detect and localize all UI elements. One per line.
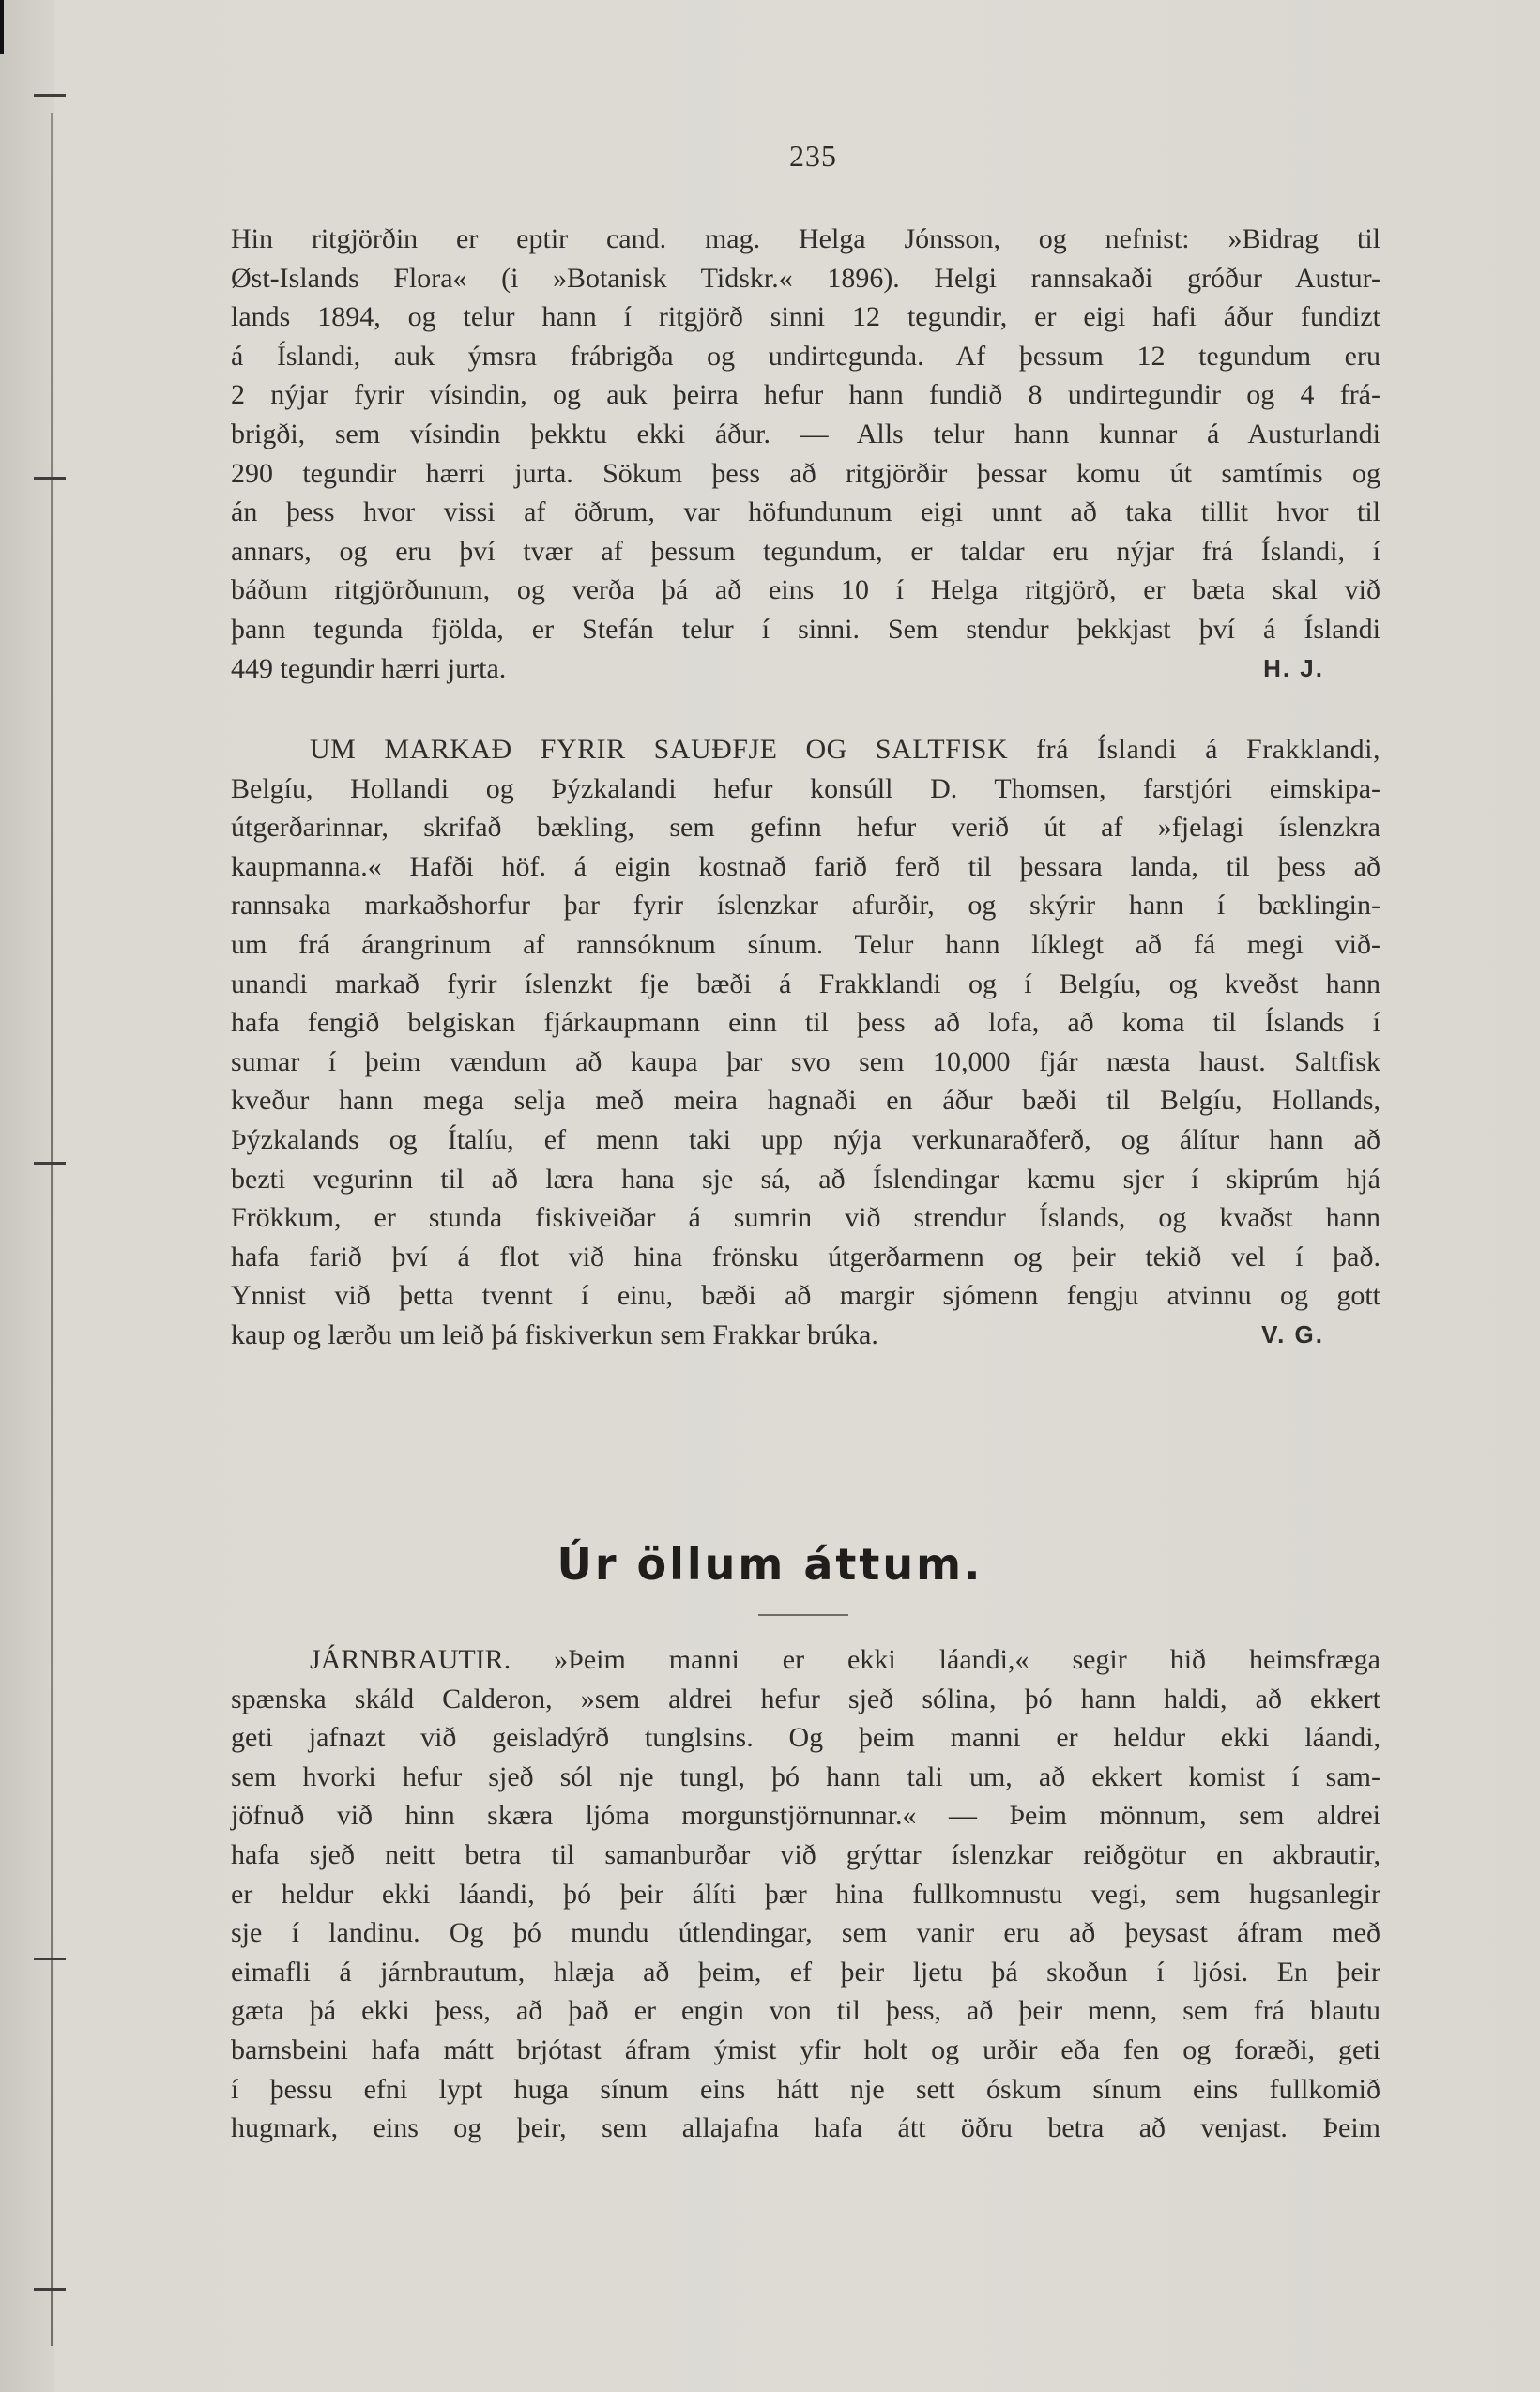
paragraph-railways — [231, 1640, 1380, 2148]
text-line: 449 tegundir hærri jurta. — [231, 652, 507, 684]
page-binding — [0, 0, 54, 2392]
paragraph-market — [231, 730, 1380, 1355]
binding-edge-line — [51, 113, 53, 2346]
text-line: Frökkum, er stunda fiskiveiðar á sumrin við strendur Íslands, og kvaðst hann — [231, 1202, 1380, 1234]
author-signature: H. J. — [1263, 653, 1324, 682]
text-line: sem hvorki hefur sjeð sól nje tungl, þó hann tali um, að ekkert komist í sam- — [231, 1760, 1380, 1792]
text-line: sumar í þeim vændum að kaupa þar svo sem 10,000 fjár næsta haust. Saltfisk — [231, 1045, 1380, 1077]
text-line: bezti vegurinn til að læra hana sje sá, að Íslendingar kæmu sjer í skiprúm hjá — [231, 1163, 1380, 1195]
text-line: annars, og eru því tvær af þessum tegundum, er taldar eru nýjar frá Íslandi, í — [231, 535, 1380, 567]
text-line: kaup og lærðu um leið þá fiskiverkun sem Frakkar brúka. — [231, 1318, 878, 1350]
text-line: hafa farið því á flot við hina frönsku útgerðarmenn og þeir tekið vel í það. — [231, 1241, 1380, 1272]
text-line: um frá árangrinum af rannsóknum sínum. Telur hann líklegt að fá megi við- — [231, 928, 1380, 960]
text-line: unandi markað fyrir íslenzkt fje bæði á Frakklandi og í Belgíu, og kveðst hann — [231, 967, 1380, 999]
page-number: 235 — [789, 139, 837, 173]
text-line: geti jafnazt við geisladýrð tunglsins. Og þeim manni er heldur ekki láandi, — [231, 1722, 1380, 1754]
text-line: sje í landinu. Og þó mundu útlendingar, sem vanir eru að þeysast áfram með — [231, 1917, 1380, 1949]
text-line: gæta þá ekki þess, að það er engin von til þess, að þeir menn, sem frá blautu — [231, 1995, 1380, 2027]
text-line: lands 1894, og telur hann í ritgjörð sinni 12 tegundir, er eigi hafi áður fundizt — [231, 301, 1380, 333]
binding-tick-mark — [34, 2288, 66, 2291]
closing-line — [231, 649, 1380, 689]
scan-corner-mark — [0, 0, 4, 54]
text-line: 290 tegundir hærri jurta. Sökum þess að ritgjörðir þessar komu út samtímis og — [231, 457, 1380, 489]
text-line: er heldur ekki láandi, þó þeir álíti þær hina fullkomnustu vegi, sem hugsanlegir — [231, 1878, 1380, 1910]
text-line: báðum ritgjörðunum, og verða þá að eins 10 í Helga ritgjörð, er bæta skal við — [231, 574, 1380, 606]
text-line: JÁRNBRAUTIR. »Þeim manni er ekki láandi,« segir hið heimsfræga — [310, 1644, 1380, 1675]
text-line: á Íslandi, auk ýmsra frábrigða og undirtegunda. Af þessum 12 tegundum eru — [231, 340, 1380, 372]
section-heading: Úr öllum áttum. — [557, 1539, 983, 1590]
heading-divider — [758, 1614, 848, 1616]
text-line: barnsbeini hafa mátt brjótast áfram ýmist yfir holt og urðir eða fen og foræði, geti — [231, 2034, 1380, 2065]
text-line: eimafli á járnbrautum, hlæja að þeim, ef þeir ljetu þá skoðun í ljósi. En þeir — [231, 1956, 1380, 1988]
text-line: spænska skáld Calderon, »sem aldrei hefur sjeð sólina, þó hann haldi, að ekkert — [231, 1683, 1380, 1714]
text-line: Øst-Islands Flora« (i »Botanisk Tidskr.« 1896). Helgi rannsakaði gróður Austur- — [231, 262, 1380, 294]
closing-line — [231, 1316, 1380, 1355]
text-line: Hin ritgjörðin er eptir cand. mag. Helga Jónsson, og nefnist: »Bidrag til — [231, 223, 1380, 254]
paragraph-botany — [231, 220, 1380, 688]
text-line: án þess hvor vissi af öðrum, var höfundunum eigi unnt að taka tillit hvor til — [231, 496, 1380, 528]
text-line: kaupmanna.« Hafði höf. á eigin kostnað farið ferð til þessara landa, til þess að — [231, 850, 1380, 882]
text-line: í þessu efni lypt huga sínum eins hátt nje sett óskum sínum eins fullkomið — [231, 2073, 1380, 2105]
text-line: þann tegunda fjölda, er Stefán telur í sinni. Sem stendur þekkjast því á Íslandi — [231, 613, 1380, 645]
binding-tick-mark — [34, 94, 66, 97]
text-line: brigði, sem vísindin þekktu ekki áður. — Alls telur hann kunnar á Austurlandi — [231, 418, 1380, 449]
text-line: jöfnuð við hinn skæra ljóma morgunstjörnunnar.« — Þeim mönnum, sem aldrei — [231, 1800, 1380, 1832]
binding-tick-mark — [34, 1958, 66, 1960]
text-line: rannsaka markaðshorfur þar fyrir íslenzkar afurðir, og skýrir hann í bæklingin- — [231, 890, 1380, 922]
binding-tick-mark — [34, 477, 66, 480]
text-line: útgerðarinnar, skrifað bækling, sem gefinn hefur verið út af »fjelagi íslenzkra — [231, 812, 1380, 844]
author-signature: V. G. — [1261, 1319, 1324, 1348]
text-line: Belgíu, Hollandi og Þýzkalandi hefur konsúll D. Thomsen, farstjóri eimskipa- — [231, 772, 1380, 804]
text-line: Þýzkalands og Ítalíu, ef menn taki upp nýja verkunaraðferð, og álítur hann að — [231, 1123, 1380, 1155]
binding-tick-mark — [34, 1162, 66, 1165]
text-line: hugmark, eins og þeir, sem allajafna hafa átt öðru betra að venjast. Þeim — [231, 2112, 1380, 2144]
text-line: hafa sjeð neitt betra til samanburðar við grýttar íslenzkar reiðgötur en akbrautir, — [231, 1838, 1380, 1870]
text-line: hafa fengið belgiskan fjárkaupmann einn til þess að lofa, að koma til Íslands í — [231, 1007, 1380, 1039]
text-line: UM MARKAÐ FYRIR SAUÐFJE OG SALTFISK frá Íslandi á Frakklandi, — [310, 734, 1380, 765]
text-line: Ynnist við þetta tvennt í einu, bæði að margir sjómenn fengju atvinnu og gott — [231, 1280, 1380, 1312]
text-line: kveður hann mega selja með meira hagnaði en áður bæði til Belgíu, Hollands, — [231, 1085, 1380, 1117]
text-line: 2 nýjar fyrir vísindin, og auk þeirra hefur hann fundið 8 undirtegundir og 4 frá- — [231, 379, 1380, 411]
